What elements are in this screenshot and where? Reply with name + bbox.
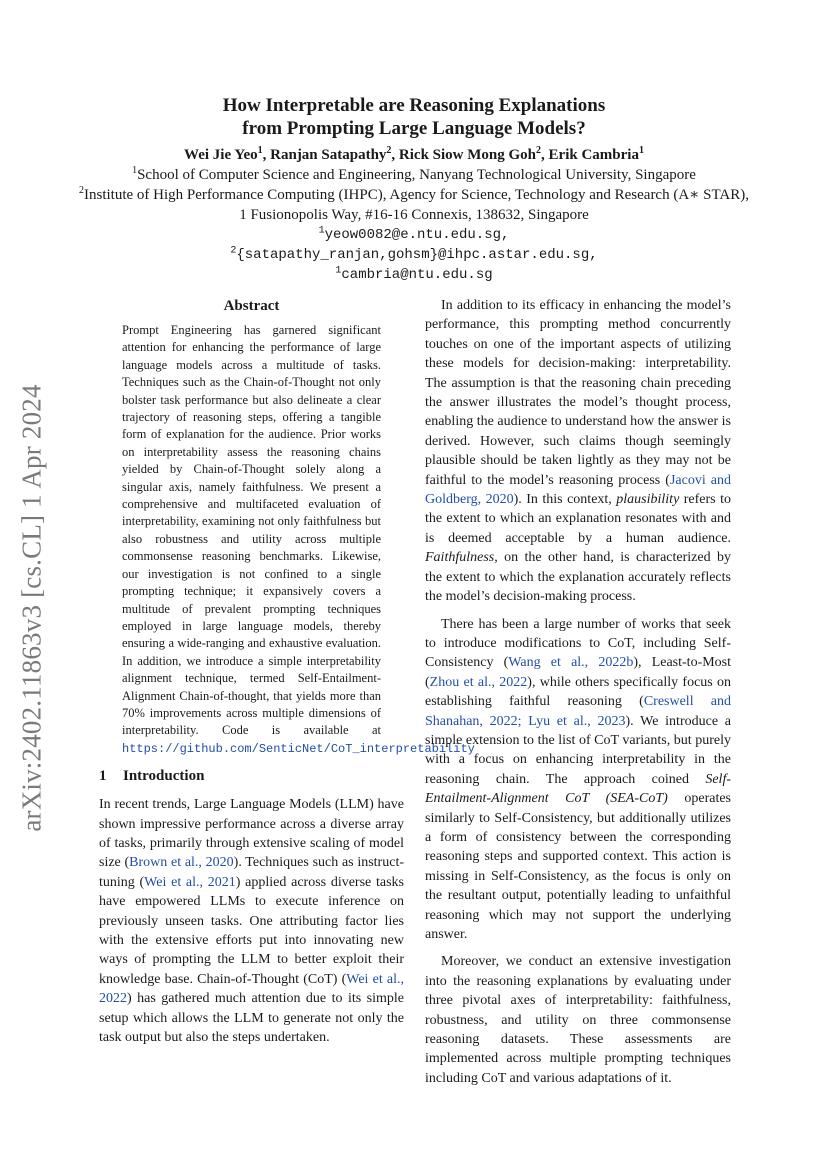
intro-paragraph-3: [425, 615, 731, 945]
affiliation-2-address: 1 Fusionopolis Way, #16-16 Connexis, 138632, Singapore: [239, 207, 589, 223]
email-2: $^2${satapathy_ranjan,gohsm}@ihpc.astar.edu.sg,: [230, 245, 598, 263]
title-line-2: from Prompting Large Language Models?: [242, 118, 586, 139]
arxiv-identifier-text: arXiv:2402.11863v3 [cs.CL] 1 Apr 2024: [16, 383, 47, 832]
paragraph-text: refers to the extent to which an explanation resonates with and is deemed acceptable by a human audience.: [425, 492, 731, 546]
author-name: Wei Jie Yeo: [184, 147, 258, 163]
right-column: [425, 296, 731, 1088]
citation-link[interactable]: Wei et al., 2021: [144, 874, 236, 890]
paragraph-text: ). In this context,: [513, 492, 617, 508]
paragraph-text: ), Least-to-Most (: [425, 655, 732, 690]
paragraph-text: ) applied across diverse tasks have empowered LLMs to execute inference on previously unseen tasks. One attributing factor lies with the extensive efforts put into innovating new ways of prompting the LLM to better exploit their knowledge base. Chain-of-Thought (CoT) (: [99, 874, 404, 987]
code-repository-link[interactable]: https://github.com/SenticNet/CoT_interpretability: [122, 741, 475, 756]
author-affiliation-mark: 1: [638, 145, 644, 156]
citation-link[interactable]: Creswell and Shanahan, 2022; Lyu et al., 2023: [425, 694, 731, 729]
citation-link[interactable]: Zhou et al., 2022: [429, 674, 528, 690]
email-3: $^1$cambria@ntu.edu.sg: [335, 265, 493, 283]
affiliation-1: $^1$School of Computer Science and Engineering, Nanyang Technological University, Singapore: [132, 165, 696, 183]
email-1: $^1$yeow0082@e.ntu.edu.sg,: [318, 225, 510, 243]
author-affiliation-mark: 1: [257, 145, 263, 156]
paragraph-text: operates similarly to Self-Consistency, but additionally utilizes a form of consistency between the corresponding reasoning steps and supported context. This action is missing in Self-Consistency, as the focus is only on the resultant output, potentially leading to unfaithful reasoning which may not support the underlying answer.: [425, 791, 731, 942]
intro-paragraph-4: [425, 952, 731, 1088]
intro-paragraph-2: [425, 296, 731, 607]
left-column: [99, 296, 475, 1047]
citation-link[interactable]: Wang et al., 2022b: [508, 655, 634, 671]
paragraph-text: ), while others specifically focus on establishing faithful reasoning (: [425, 674, 732, 710]
abstract-text: [122, 322, 475, 758]
paper-title: [0, 94, 828, 140]
paragraph-text: ). Techniques such as instruct-tuning (: [99, 855, 404, 890]
author-affiliation-mark: 2: [386, 145, 392, 156]
title-line-1: How Interpretable are Reasoning Explanations: [222, 95, 606, 116]
citation-link[interactable]: Jacovi and Goldberg, 2020: [425, 472, 732, 508]
emphasized-term: Faithfulness: [425, 550, 495, 566]
abstract-heading: Abstract: [223, 298, 280, 314]
introduction-heading: [99, 766, 404, 786]
abstract-body: Prompt Engineering has garnered significant attention for enhancing the performance of large language models across a multitude of tasks. Techniques such as the Chain-of-Thought not only bolster task performance but also delineate a clear trajectory of reasoning steps, offering a tangible form of explanation for the audience. Prior works on interpretability assess the reasoning chains yielded by Chain-of-Thought solely along a singular axis, namely faithfulness. We present a comprehensive and multifaceted evaluation of interpretability, examining not only faithfulness but also robustness and utility across multiple commonsense reasoning benchmarks. Likewise, our investigation is not confined to a single prompting technique; it expansively covers a multitude of prevalent prompting techniques employed in large language models, thereby ensuring a wide-ranging and exhaustive evaluation. In addition, we introduce a simple interpretability alignment technique, termed Self-Entailment-Alignment Chain-of-thought, that yields more than 70% improvements across multiple dimensions of interpretability. Code is available at: [122, 323, 381, 738]
paragraph-text: In addition to its efficacy in enhancing the model’s performance, this prompting method concurrently touches on one of the important aspects of utilizing these models for decision-making: interpretability. The assumption is that the reasoning chain preceding the answer illustrates the model’s thought process, enabling the audience to understand how the answer is derived. However, such claims though seemingly plausible should be taken lightly as they may not be faithful to the model’s reasoning process (: [425, 298, 731, 488]
section-number: 1: [99, 768, 107, 785]
paragraph-text: , on the other hand, is characterized by the extent to which the explanation accurately reflects the model’s decision-making process.: [425, 550, 731, 605]
paragraph-text: In recent trends, Large Language Models (LLM) have shown impressive performance across a diverse array of tasks, primarily through extensive scaling of model size (: [99, 797, 404, 871]
citation-link[interactable]: Brown et al., 2020: [129, 855, 234, 871]
paper-header: [0, 94, 828, 285]
affiliation-2: $^2$Institute of High Performance Computing (IHPC), Agency for Science, Technology and Research (A∗ STAR),: [78, 185, 750, 203]
author-list: Wei Jie Yeo$^1$, Ranjan Satapathy$^2$, Rick Siow Mong Goh$^2$, Erik Cambria$^1$: [184, 145, 644, 163]
paragraph-text: Moreover, we conduct an extensive investigation into the reasoning explanations by evaluating under three pivotal axes of interpretability: faithfulness, robustness, and utility on three commonsense reasoning datasets. These assessments are implemented across multiple prompting techniques including CoT and various adaptations of it.: [425, 954, 731, 1086]
emphasized-term: plausibility: [616, 492, 680, 508]
author-name: Rick Siow Mong Goh: [398, 147, 537, 163]
paragraph-text: There has been a large number of works that seek to introduce modifications to CoT, including Self-Consistency (: [425, 616, 731, 671]
section-title: Introduction: [123, 768, 205, 785]
author-affiliation-mark: 2: [536, 145, 542, 156]
intro-paragraph-1: [99, 795, 404, 1047]
paragraph-text: ) has gathered much attention due to its simple setup which allows the LLM to generate not only the task output but also the steps undertaken.: [99, 991, 404, 1046]
author-name: Ranjan Satapathy: [270, 147, 387, 163]
author-name: Erik Cambria: [548, 147, 639, 163]
arxiv-identifier-stamp: [12, 370, 52, 845]
paragraph-text: ). We introduce a simple extension to the list of CoT variants, but purely with a focus on enhancing interpretability in the reasoning chain. The approach coined: [425, 713, 731, 787]
emphasized-term: Self-Entailment-Alignment CoT (SEA-CoT): [425, 771, 731, 807]
citation-link[interactable]: Wei et al., 2022: [99, 971, 404, 1007]
